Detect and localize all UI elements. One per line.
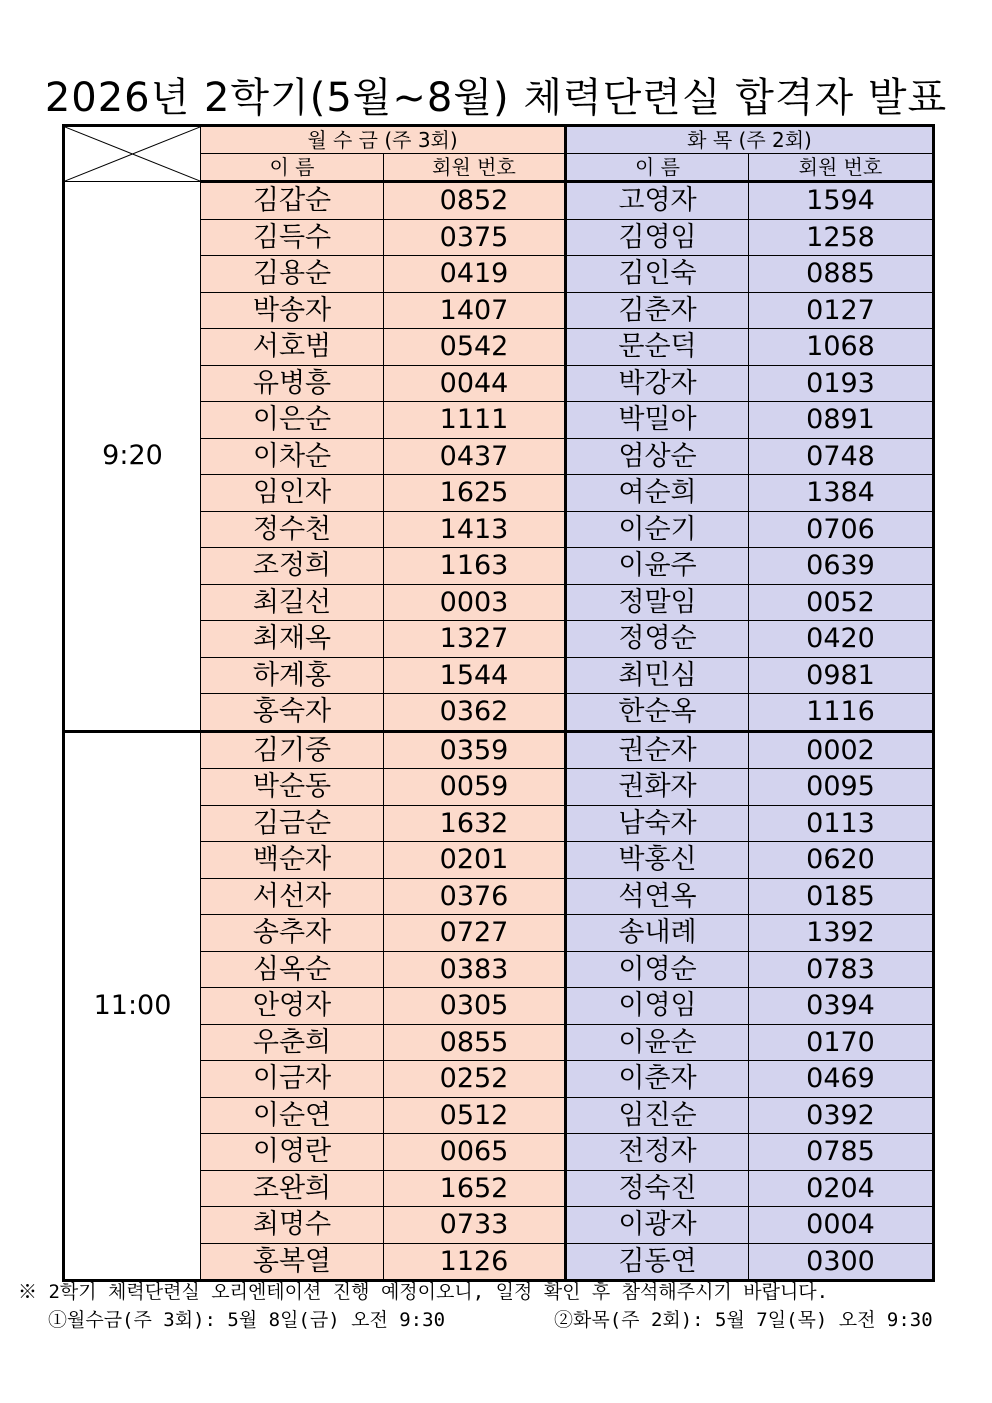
mwf-member-cell: 1632 xyxy=(384,805,566,842)
tt-name-cell: 이윤주 xyxy=(566,548,749,585)
page-title: 2026년 2학기(5월~8월) 체력단련실 합격자 발표 xyxy=(44,75,948,121)
tt-name-cell: 고영자 xyxy=(566,182,749,220)
mwf-name-cell: 정수천 xyxy=(201,511,384,548)
orientation-note: ※ 2학기 체력단련실 오리엔테이션 진행 예정이오니, 일정 확인 후 참석해주시기 바랍니다. xyxy=(18,1281,829,1303)
tt-name-cell: 석연옥 xyxy=(566,878,749,915)
tt-member-cell: 0639 xyxy=(749,548,934,585)
mwf-name-cell: 유병흥 xyxy=(201,365,384,402)
mwf-name-cell: 안영자 xyxy=(201,988,384,1025)
tt-name-cell: 권화자 xyxy=(566,769,749,806)
tt-name-cell: 이광자 xyxy=(566,1207,749,1244)
tt-member-cell: 0394 xyxy=(749,988,934,1025)
header-tt: 화 목 (주 2회) xyxy=(566,126,934,154)
mwf-member-cell: 0201 xyxy=(384,842,566,879)
tt-name-cell: 한순옥 xyxy=(566,694,749,732)
header-mwf: 월 수 금 (주 3회) xyxy=(201,126,566,154)
mwf-name-cell: 백순자 xyxy=(201,842,384,879)
mwf-member-cell: 1652 xyxy=(384,1170,566,1207)
mwf-member-cell: 1111 xyxy=(384,402,566,439)
header-tt-member: 회원 번호 xyxy=(749,154,934,182)
tt-member-cell: 0004 xyxy=(749,1207,934,1244)
mwf-member-cell: 0003 xyxy=(384,584,566,621)
tt-name-cell: 김영임 xyxy=(566,219,749,256)
mwf-name-cell: 송추자 xyxy=(201,915,384,952)
mwf-name-cell: 최재옥 xyxy=(201,621,384,658)
mwf-member-cell: 0733 xyxy=(384,1207,566,1244)
mwf-member-cell: 1163 xyxy=(384,548,566,585)
mwf-name-cell: 심옥순 xyxy=(201,951,384,988)
mwf-name-cell: 이영란 xyxy=(201,1134,384,1171)
tt-member-cell: 1116 xyxy=(749,694,934,732)
tt-name-cell: 문순덕 xyxy=(566,329,749,366)
mwf-name-cell: 이차순 xyxy=(201,438,384,475)
mwf-member-cell: 0512 xyxy=(384,1097,566,1134)
mwf-member-cell: 0362 xyxy=(384,694,566,732)
tt-member-cell: 0885 xyxy=(749,256,934,293)
mwf-member-cell: 1126 xyxy=(384,1243,566,1281)
orientation-mwf: ①월수금(주 3회): 5월 8일(금) 오전 9:30 xyxy=(48,1309,446,1331)
mwf-name-cell: 최길선 xyxy=(201,584,384,621)
mwf-name-cell: 서호범 xyxy=(201,329,384,366)
mwf-name-cell: 김갑순 xyxy=(201,182,384,220)
tt-member-cell: 0113 xyxy=(749,805,934,842)
tt-member-cell: 1594 xyxy=(749,182,934,220)
tt-member-cell: 0783 xyxy=(749,951,934,988)
tt-member-cell: 0127 xyxy=(749,292,934,329)
mwf-member-cell: 1544 xyxy=(384,657,566,694)
mwf-member-cell: 1625 xyxy=(384,475,566,512)
mwf-name-cell: 홍숙자 xyxy=(201,694,384,732)
mwf-member-cell: 0852 xyxy=(384,182,566,220)
mwf-member-cell: 1407 xyxy=(384,292,566,329)
tt-name-cell: 박강자 xyxy=(566,365,749,402)
tt-member-cell: 1384 xyxy=(749,475,934,512)
header-row-groups xyxy=(64,126,934,154)
session-time: 11:00 xyxy=(64,731,201,1281)
mwf-member-cell: 0383 xyxy=(384,951,566,988)
mwf-name-cell: 최명수 xyxy=(201,1207,384,1244)
mwf-name-cell: 박송자 xyxy=(201,292,384,329)
header-mwf-member: 회원 번호 xyxy=(384,154,566,182)
tt-name-cell: 박홍신 xyxy=(566,842,749,879)
tt-member-cell: 0420 xyxy=(749,621,934,658)
mwf-member-cell: 0359 xyxy=(384,731,566,769)
tt-member-cell: 0785 xyxy=(749,1134,934,1171)
mwf-name-cell: 조완희 xyxy=(201,1170,384,1207)
mwf-name-cell: 서선자 xyxy=(201,878,384,915)
tt-member-cell: 0185 xyxy=(749,878,934,915)
mwf-member-cell: 0305 xyxy=(384,988,566,1025)
table-row xyxy=(64,731,934,769)
mwf-name-cell: 김용순 xyxy=(201,256,384,293)
tt-name-cell: 김춘자 xyxy=(566,292,749,329)
mwf-member-cell: 0437 xyxy=(384,438,566,475)
tt-member-cell: 0095 xyxy=(749,769,934,806)
mwf-name-cell: 김금순 xyxy=(201,805,384,842)
tt-name-cell: 김인숙 xyxy=(566,256,749,293)
tt-name-cell: 정영순 xyxy=(566,621,749,658)
mwf-name-cell: 조정희 xyxy=(201,548,384,585)
tt-name-cell: 임진순 xyxy=(566,1097,749,1134)
tt-member-cell: 0300 xyxy=(749,1243,934,1281)
orientation-tt: ②화목(주 2회): 5월 7일(목) 오전 9:30 xyxy=(554,1309,933,1331)
tt-member-cell: 0891 xyxy=(749,402,934,439)
mwf-member-cell: 0542 xyxy=(384,329,566,366)
header-tt-name: 이 름 xyxy=(566,154,749,182)
tt-name-cell: 이영임 xyxy=(566,988,749,1025)
roster-table xyxy=(62,124,935,1282)
orientation-schedule xyxy=(48,1306,938,1334)
mwf-name-cell: 하계홍 xyxy=(201,657,384,694)
tt-member-cell: 1258 xyxy=(749,219,934,256)
mwf-member-cell: 0376 xyxy=(384,878,566,915)
mwf-member-cell: 0252 xyxy=(384,1061,566,1098)
mwf-member-cell: 0855 xyxy=(384,1024,566,1061)
mwf-member-cell: 1413 xyxy=(384,511,566,548)
tt-member-cell: 0052 xyxy=(749,584,934,621)
tt-name-cell: 이춘자 xyxy=(566,1061,749,1098)
tt-member-cell: 0748 xyxy=(749,438,934,475)
tt-name-cell: 최민심 xyxy=(566,657,749,694)
mwf-name-cell: 우춘희 xyxy=(201,1024,384,1061)
mwf-member-cell: 0044 xyxy=(384,365,566,402)
tt-member-cell: 0002 xyxy=(749,731,934,769)
table-row xyxy=(64,182,934,220)
tt-name-cell: 송내례 xyxy=(566,915,749,952)
header-mwf-name: 이 름 xyxy=(201,154,384,182)
header-corner-cell xyxy=(64,126,201,182)
mwf-name-cell: 박순동 xyxy=(201,769,384,806)
mwf-member-cell: 0375 xyxy=(384,219,566,256)
tt-member-cell: 1068 xyxy=(749,329,934,366)
tt-name-cell: 권순자 xyxy=(566,731,749,769)
tt-member-cell: 0204 xyxy=(749,1170,934,1207)
tt-member-cell: 0706 xyxy=(749,511,934,548)
tt-name-cell: 전정자 xyxy=(566,1134,749,1171)
mwf-member-cell: 1327 xyxy=(384,621,566,658)
tt-name-cell: 남숙자 xyxy=(566,805,749,842)
roster-body xyxy=(64,126,934,1281)
tt-name-cell: 정숙진 xyxy=(566,1170,749,1207)
mwf-member-cell: 0059 xyxy=(384,769,566,806)
tt-name-cell: 여순희 xyxy=(566,475,749,512)
tt-member-cell: 0620 xyxy=(749,842,934,879)
mwf-name-cell: 김기중 xyxy=(201,731,384,769)
mwf-name-cell: 이은순 xyxy=(201,402,384,439)
mwf-name-cell: 임인자 xyxy=(201,475,384,512)
mwf-member-cell: 0727 xyxy=(384,915,566,952)
tt-name-cell: 이순기 xyxy=(566,511,749,548)
tt-name-cell: 이윤순 xyxy=(566,1024,749,1061)
tt-name-cell: 이영순 xyxy=(566,951,749,988)
cross-lines-icon xyxy=(65,127,200,181)
mwf-name-cell: 김득수 xyxy=(201,219,384,256)
mwf-name-cell: 홍복열 xyxy=(201,1243,384,1281)
tt-member-cell: 0981 xyxy=(749,657,934,694)
mwf-member-cell: 0065 xyxy=(384,1134,566,1171)
tt-member-cell: 0170 xyxy=(749,1024,934,1061)
tt-name-cell: 박밀아 xyxy=(566,402,749,439)
tt-member-cell: 1392 xyxy=(749,915,934,952)
mwf-name-cell: 이순연 xyxy=(201,1097,384,1134)
mwf-name-cell: 이금자 xyxy=(201,1061,384,1098)
session-time: 9:20 xyxy=(64,182,201,732)
tt-name-cell: 김동연 xyxy=(566,1243,749,1281)
mwf-member-cell: 0419 xyxy=(384,256,566,293)
tt-member-cell: 0193 xyxy=(749,365,934,402)
tt-name-cell: 엄상순 xyxy=(566,438,749,475)
tt-name-cell: 정말임 xyxy=(566,584,749,621)
tt-member-cell: 0392 xyxy=(749,1097,934,1134)
tt-member-cell: 0469 xyxy=(749,1061,934,1098)
